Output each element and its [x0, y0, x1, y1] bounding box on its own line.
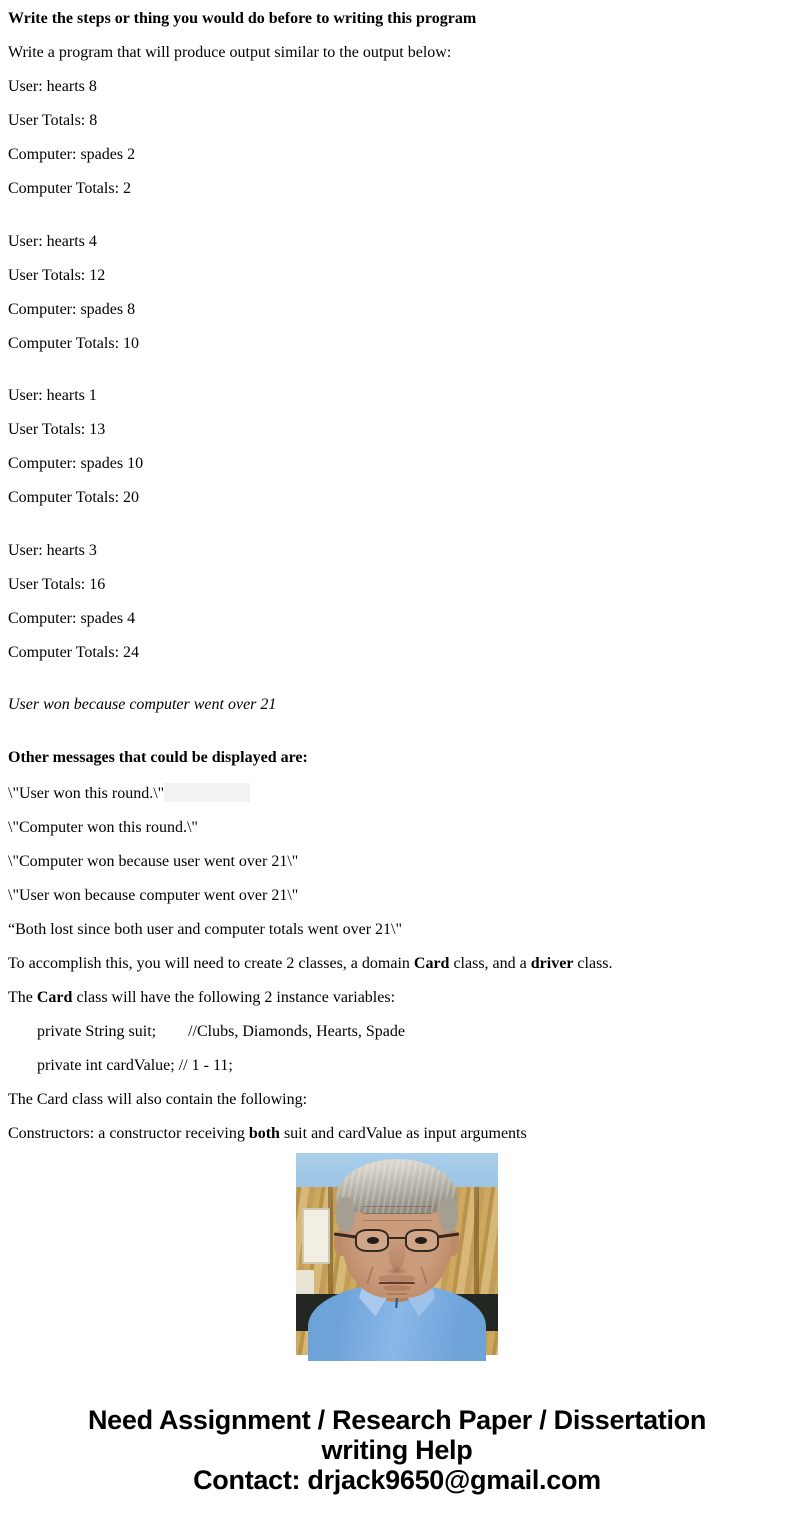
paragraph — [8, 335, 786, 354]
text-run: private String suit; //Clubs, Diamonds, Hearts, Spade — [37, 1022, 405, 1040]
portrait-upper-lip-shadow — [379, 1275, 415, 1282]
paragraph — [8, 44, 786, 63]
paragraph — [8, 989, 786, 1008]
text-run: Constructors: a constructor receiving — [8, 1124, 249, 1142]
blank-line — [8, 369, 786, 388]
portrait-forehead-wrinkle — [363, 1206, 432, 1208]
paragraph — [8, 921, 786, 940]
text-run: Computer Totals: 24 — [8, 643, 140, 661]
text-run: The Card class will also contain the following: — [8, 1090, 308, 1108]
paragraph — [8, 301, 786, 320]
text-run: To accomplish this, you will need to create 2 classes, a domain — [8, 954, 414, 972]
paragraph — [8, 1057, 786, 1076]
paragraph — [8, 421, 786, 440]
text-run: User Totals: 16 — [8, 575, 106, 593]
paragraph — [8, 644, 786, 663]
paragraph — [8, 180, 786, 199]
text-run: User: hearts 3 — [8, 541, 97, 559]
banner-line: Contact: drjack9650@gmail.com — [193, 1465, 601, 1495]
paragraph — [8, 112, 786, 131]
text-run: class will have the following 2 instance variables: — [72, 988, 396, 1006]
portrait-eye-left — [367, 1237, 379, 1244]
text-run: Computer Totals: 20 — [8, 489, 140, 506]
text-run: class. — [573, 954, 613, 972]
text-run: Computer Totals: 10 — [8, 334, 140, 352]
bold-text-run: Card — [36, 988, 73, 1006]
bold-text-run: driver — [530, 954, 574, 972]
bold-text-run: Other messages that could be displayed are: — [8, 748, 308, 766]
highlight-artifact — [164, 783, 250, 802]
paragraph — [8, 576, 786, 595]
text-run: The — [8, 988, 37, 1006]
bold-text-run: Write the steps or thing you would do before to writing this program — [8, 10, 477, 27]
paragraph — [8, 696, 786, 715]
portrait-eye-right — [415, 1237, 427, 1244]
text-run: User: hearts 8 — [8, 78, 97, 95]
paragraph — [8, 146, 786, 165]
text-run: “Both lost since both user and computer totals went over 21\" — [8, 920, 403, 938]
paragraph — [8, 610, 786, 629]
text-run: User: hearts 1 — [8, 387, 97, 404]
text-run: \"Computer won this round.\" — [8, 818, 198, 836]
paragraph — [8, 233, 786, 252]
text-run: User: hearts 4 — [8, 232, 97, 250]
text-run: private int cardValue; // 1 - 11; — [37, 1056, 233, 1074]
text-run: Computer Totals: 2 — [8, 180, 132, 197]
help-banner — [0, 1405, 794, 1495]
portrait-mouth — [379, 1282, 415, 1284]
paragraph — [8, 1091, 786, 1110]
portrait-glasses-bridge — [389, 1237, 405, 1240]
blank-line — [8, 523, 786, 542]
portrait-forehead-wrinkle — [363, 1213, 432, 1215]
text-run: User Totals: 12 — [8, 266, 106, 284]
text-run: \"User won because computer went over 21\" — [8, 886, 299, 904]
blank-line — [8, 730, 786, 749]
portrait-hair-side-left — [336, 1197, 354, 1231]
portrait-forehead-wrinkle — [363, 1220, 432, 1222]
paragraph — [8, 387, 786, 406]
blank-line — [8, 214, 786, 233]
paragraph — [8, 78, 786, 97]
banner-line: writing Help — [321, 1435, 473, 1465]
portrait-wall-seam-right — [474, 1185, 479, 1306]
paragraph — [8, 1023, 786, 1042]
paragraph — [8, 489, 786, 508]
text-run: \"Computer won because user went over 21\" — [8, 852, 299, 870]
paragraph — [8, 267, 786, 286]
bold-text-run: both — [248, 1124, 280, 1142]
text-run: Computer: spades 2 — [8, 146, 136, 163]
portrait-wall-panel — [302, 1208, 330, 1265]
paragraph — [8, 542, 786, 561]
text-run: Computer: spades 4 — [8, 609, 136, 627]
paragraph — [8, 853, 786, 872]
text-run: Computer: spades 10 — [8, 455, 144, 472]
photo-section — [0, 1153, 794, 1355]
paragraph — [8, 10, 786, 29]
portrait-chin-crease — [387, 1293, 407, 1295]
paragraph — [8, 955, 786, 974]
text-run: suit and cardValue as input arguments — [279, 1124, 527, 1142]
portrait-photo — [296, 1153, 498, 1355]
paragraph — [8, 455, 786, 474]
text-run: User Totals: 13 — [8, 421, 106, 438]
text-run: User Totals: 8 — [8, 112, 98, 129]
banner-line: Need Assignment / Research Paper / Dissertation — [87, 1405, 707, 1435]
paragraph — [8, 1125, 786, 1144]
portrait-hair-side-right — [439, 1197, 457, 1231]
paragraph — [8, 887, 786, 906]
bold-text-run: Card — [413, 954, 450, 972]
text-run: User won because computer went over 21 — [8, 696, 277, 713]
text-run: \"User won this round.\" — [8, 784, 165, 802]
paragraph — [8, 749, 786, 768]
paragraph — [8, 783, 786, 804]
text-run: Computer: spades 8 — [8, 300, 136, 318]
paragraph — [8, 819, 786, 838]
text-run: class, and a — [449, 954, 531, 972]
blank-line — [8, 678, 786, 697]
text-run: Write a program that will produce output similar to the output below: — [8, 44, 452, 61]
